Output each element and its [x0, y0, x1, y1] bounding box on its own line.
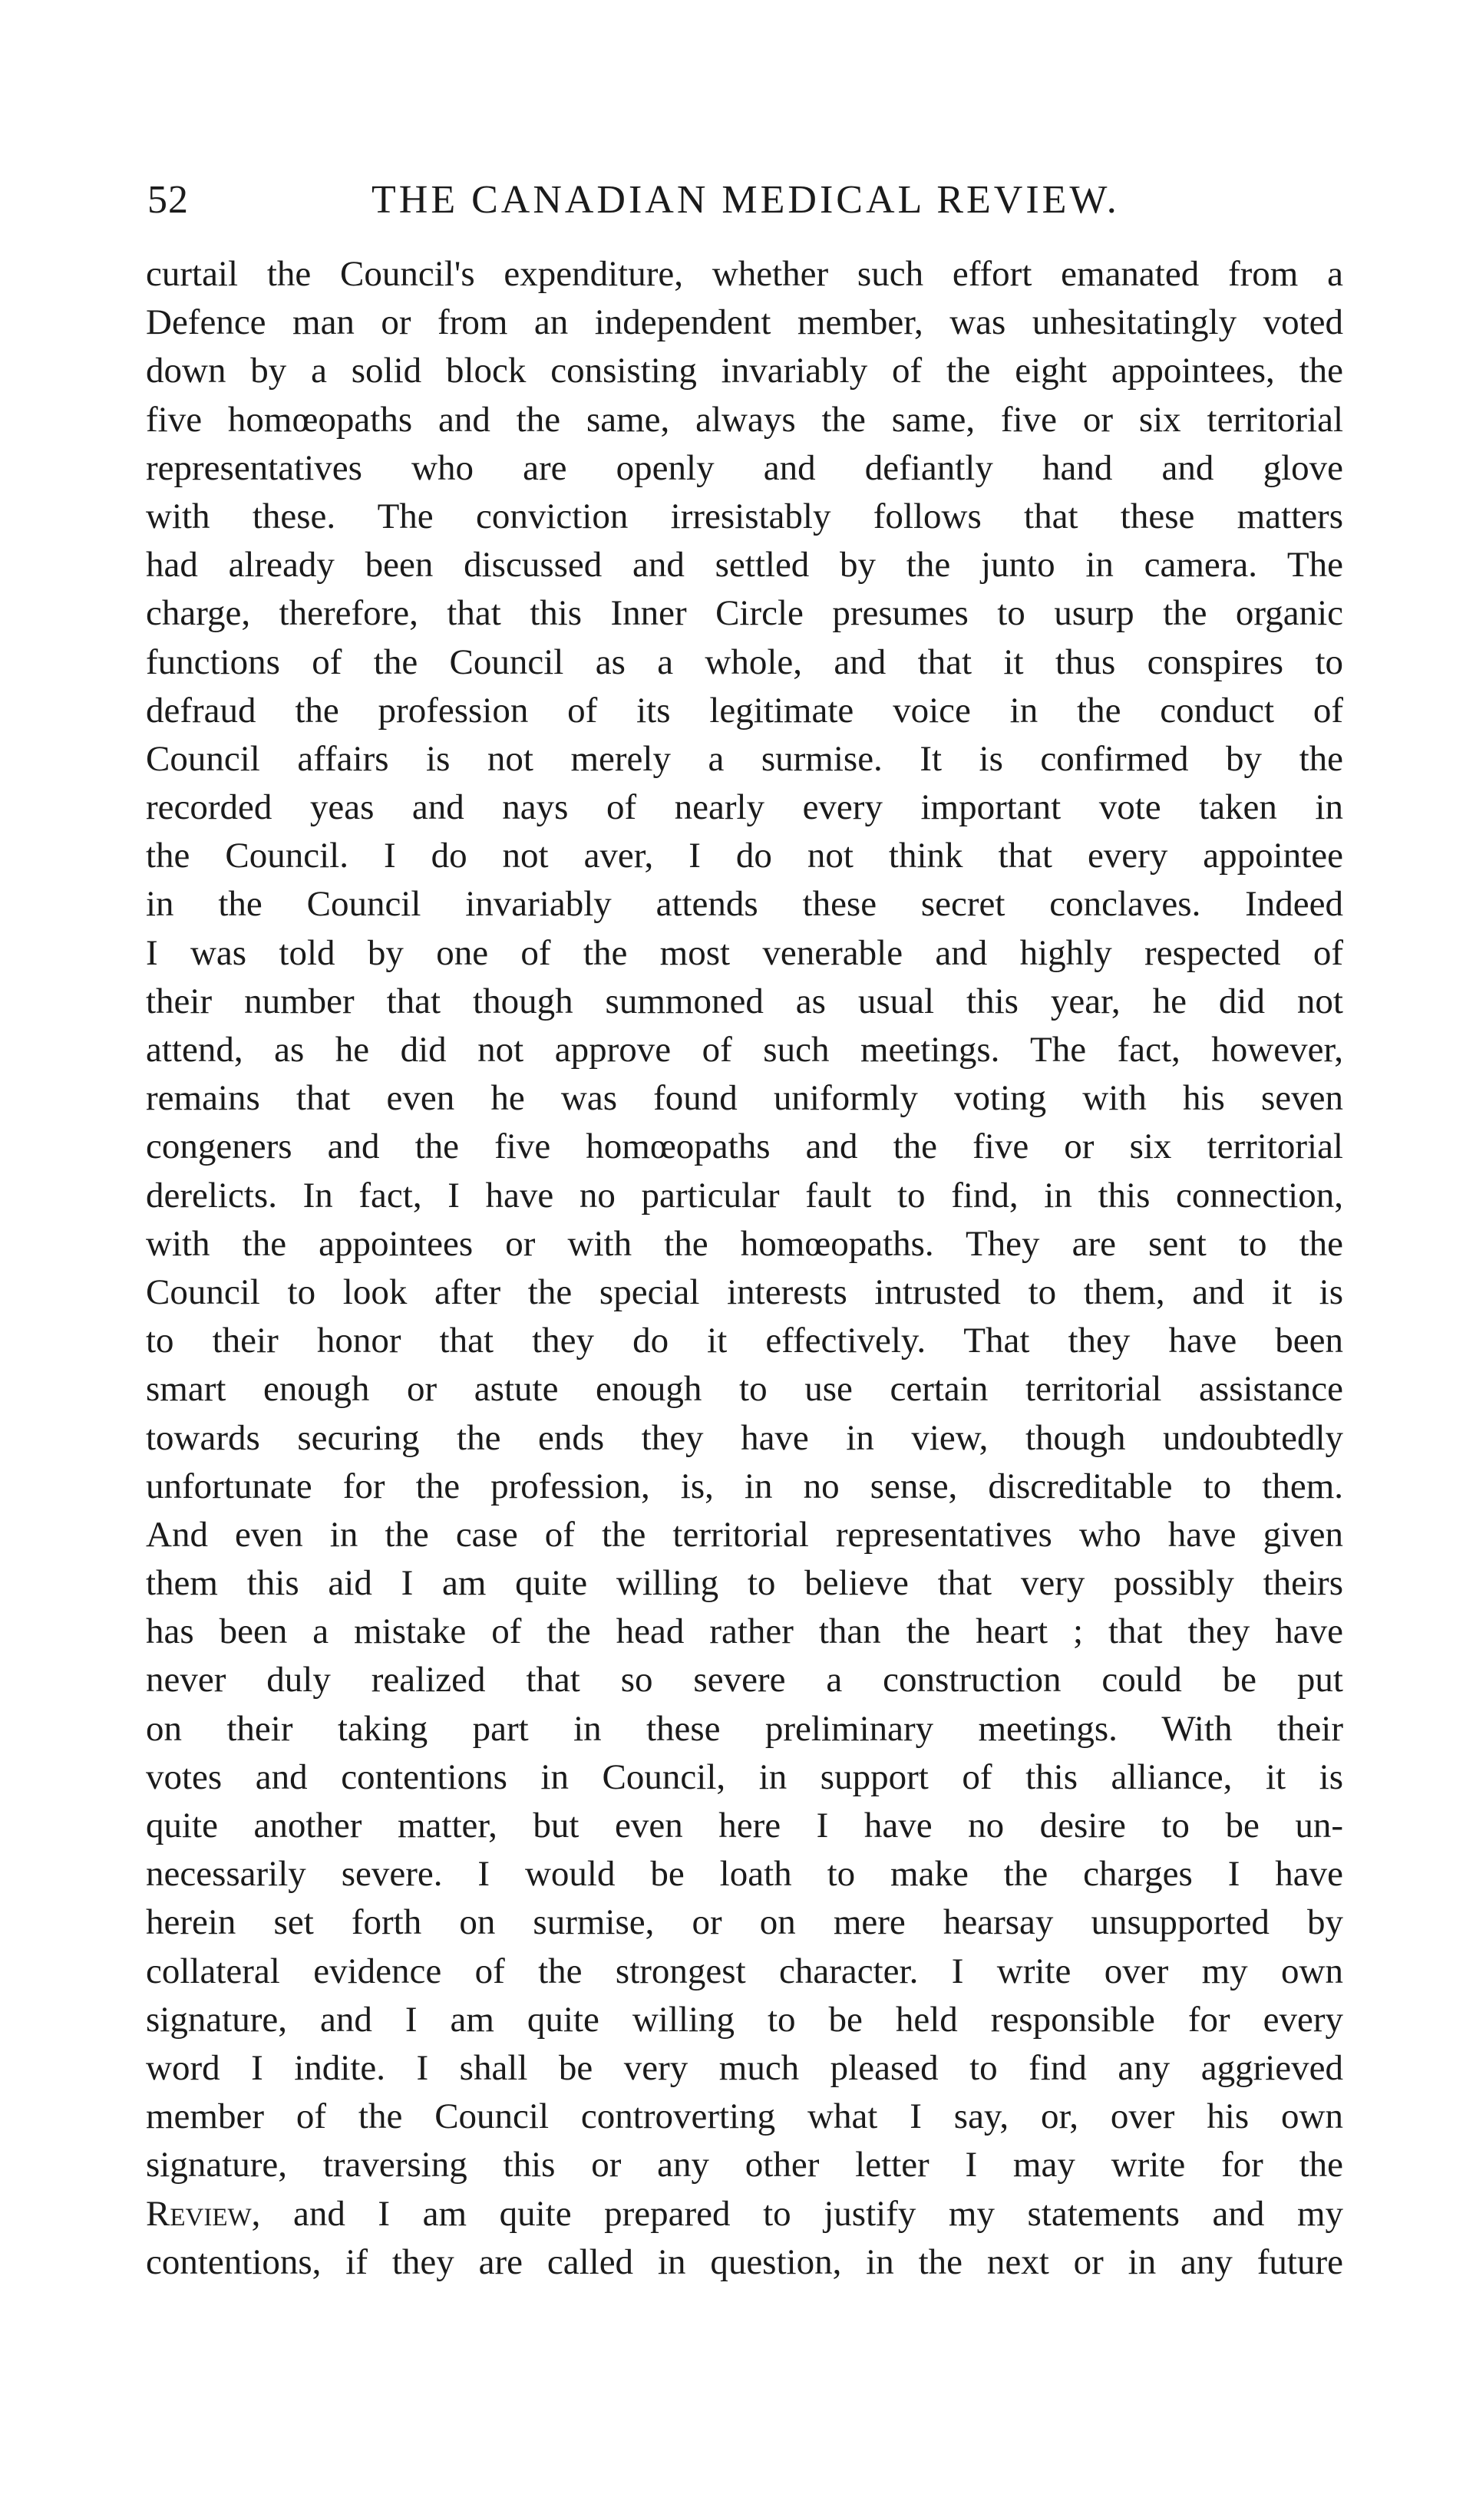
- text-line: member of the Council controverting what I say, or, over his own: [146, 2096, 1343, 2137]
- text-line: unfortunate for the profession, is, in no sense, discreditable to them.: [146, 1466, 1343, 1506]
- text-line: defraud the profession of its legitimate voice in the conduct of: [146, 690, 1343, 731]
- text-line: in the Council invariably attends these secret conclaves. Indeed: [146, 884, 1343, 925]
- text-line: functions of the Council as a whole, and that it thus conspires to: [146, 642, 1343, 682]
- text-line: with these. The conviction irresistably follows that these matters: [146, 496, 1343, 536]
- text-line: remains that even he was found uniformly voting with his seven: [146, 1078, 1343, 1119]
- text-line: collateral evidence of the strongest character. I write over my own: [146, 1951, 1343, 1991]
- text-line: attend, as he did not approve of such meetings. The fact, however,: [146, 1030, 1343, 1070]
- text-line: Defence man or from an independent member, was unhesitatingly voted: [146, 302, 1343, 343]
- text-line: representatives who are openly and defiantly hand and glove: [146, 447, 1343, 488]
- review-line-rest: , and I am quite prepared to justify my statements and my: [251, 2193, 1343, 2234]
- text-line: them this aid I am quite willing to believe that very possibly theirs: [146, 1563, 1343, 1604]
- text-line: the Council. I do not aver, I do not think that every appointee: [146, 836, 1343, 876]
- text-line: necessarily severe. I would be loath to make the charges I have: [146, 1854, 1343, 1895]
- text-line: recorded yeas and nays of nearly every important vote taken in: [146, 787, 1343, 828]
- page-number: 52: [147, 178, 189, 222]
- text-line: on their taking part in these preliminary meetings. With their: [146, 1708, 1343, 1749]
- text-line: I was told by one of the most venerable and highly respected of: [146, 932, 1343, 973]
- text-line: with the appointees or with the homœopaths. They are sent to the: [146, 1223, 1343, 1264]
- page-header: [147, 173, 1345, 227]
- text-line: curtail the Council's expenditure, whether such effort emanated from a: [146, 254, 1343, 294]
- text-line: word I indite. I shall be very much pleased to find any aggrieved: [146, 2047, 1343, 2088]
- text-line: Council affairs is not merely a surmise. It is confirmed by the: [146, 738, 1343, 779]
- text-line: herein set forth on surmise, or on mere hearsay unsupported by: [146, 1902, 1343, 1943]
- text-line: charge, therefore, that this Inner Circle presumes to usurp the organic: [146, 593, 1343, 634]
- text-line-final: contentions, if they are called in question, in the next or in any future: [146, 2241, 1343, 2282]
- text-line: had already been discussed and settled by the junto in camera. The: [146, 545, 1343, 585]
- text-line: quite another matter, but even here I have no desire to be un-: [146, 1806, 1343, 1845]
- text-line: derelicts. In fact, I have no particular fault to find, in this connection,: [146, 1175, 1343, 1215]
- running-title: THE CANADIAN MEDICAL REVIEW.: [371, 178, 1120, 222]
- text-line: votes and contentions in Council, in support of this alliance, it is: [146, 1756, 1343, 1797]
- text-line: Council to look after the special interests intrusted to them, and it is: [146, 1272, 1343, 1312]
- text-line: five homœopaths and the same, always the same, five or six territorial: [146, 399, 1343, 440]
- text-line: has been a mistake of the head rather than the heart ; that they have: [146, 1611, 1343, 1652]
- text-line: And even in the case of the territorial representatives who have given: [146, 1514, 1343, 1555]
- text-line: smart enough or astute enough to use certain territorial assistance: [146, 1369, 1343, 1410]
- text-line: down by a solid block consisting invariably of the eight appointees, the: [146, 351, 1343, 391]
- text-line: never duly realized that so severe a construction could be put: [146, 1660, 1343, 1700]
- review-smallcaps: Review: [146, 2193, 252, 2234]
- text-line: their number that though summoned as usual this year, he did not: [146, 981, 1343, 1021]
- text-line: signature, traversing this or any other letter I may write for the: [146, 2145, 1343, 2185]
- text-line: congeners and the five homœopaths and the five or six territorial: [146, 1126, 1343, 1167]
- text-line: signature, and I am quite willing to be held responsible for every: [146, 1999, 1343, 2040]
- text-line: towards securing the ends they have in view, though undoubtedly: [146, 1417, 1343, 1458]
- text-line: to their honor that they do it effectively. That they have been: [146, 1321, 1343, 1361]
- body-text: [146, 250, 1343, 2287]
- text-line-review: [146, 2190, 1343, 2238]
